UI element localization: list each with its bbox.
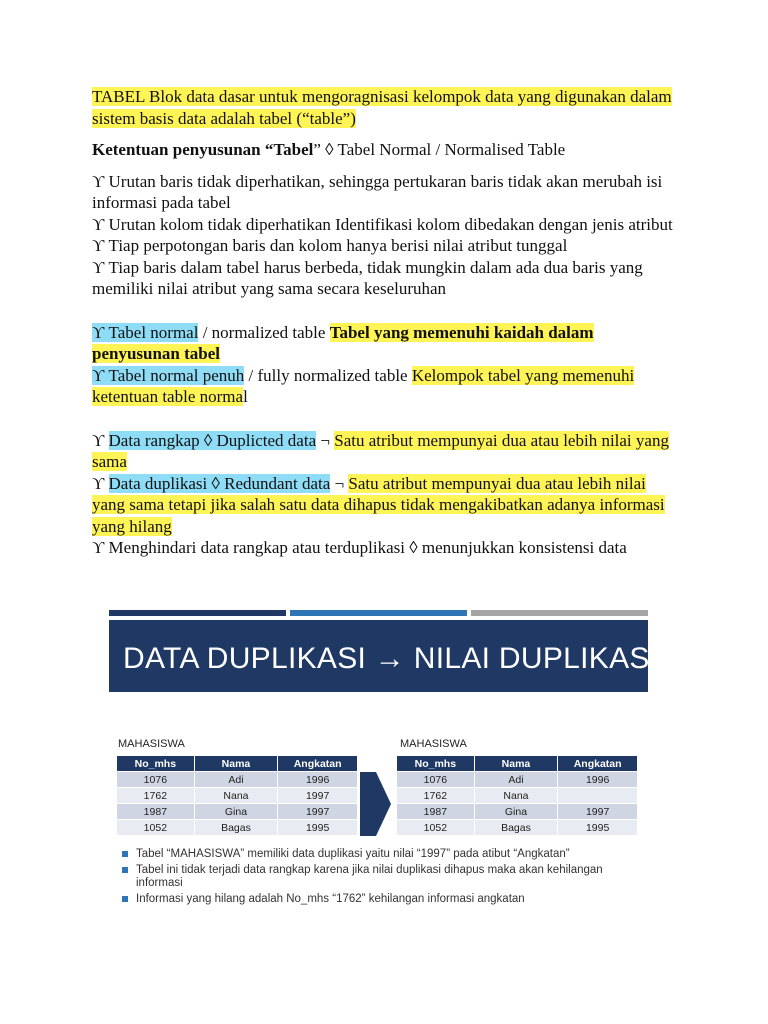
bullet-symbol: ϒ: [92, 473, 109, 493]
col-header-no-mhs: No_mhs: [397, 756, 475, 772]
table-cell: 1987: [117, 804, 195, 820]
col-header-no-mhs: No_mhs: [117, 756, 195, 772]
arrow-right-icon: [360, 768, 392, 840]
col-header-nama: Nama: [474, 756, 558, 772]
fully-normal-definition: [92, 365, 682, 408]
left-table-label: MAHASISWA: [118, 738, 185, 750]
table-cell: 1987: [397, 804, 475, 820]
table-cell: 1076: [397, 772, 475, 788]
table-cell: 1997: [278, 804, 358, 820]
fully-normal-term: ϒ Tabel normal penuh: [92, 365, 245, 385]
table-cell: Bagas: [474, 820, 558, 836]
accent-bar-blue: [290, 610, 467, 616]
table-row: [397, 788, 638, 804]
rule-item: ϒ Tiap baris dalam tabel harus berbeda, tidak mungkin dalam ada dua baris yang memiliki nilai atribut yang sama secara keseluruhan: [92, 257, 643, 298]
table-cell: 1052: [117, 820, 195, 836]
slide-bullet-list: [120, 848, 640, 909]
table-row: [117, 804, 358, 820]
right-mahasiswa-table: [396, 755, 638, 836]
rules-heading: [92, 139, 682, 161]
slide-bullet: [120, 893, 640, 906]
rules-heading-bold: Ketentuan penyusunan “Tabel: [92, 140, 314, 159]
bullet-text: Informasi yang hilang adalah No_mhs “1762” kehilangan informasi angkatan: [136, 893, 525, 905]
rule-item: ϒ Tiap perpotongan baris dan kolom hanya berisi nilai atribut tunggal: [92, 236, 568, 255]
table-cell: 1995: [558, 820, 638, 836]
table-cell: 1996: [278, 772, 358, 788]
redundant-data-term: Data duplikasi ◊ Redundant data: [108, 473, 331, 493]
bullet-text: Tabel “MAHASISWA” memiliki data duplikasi yaitu nilai “1997” pada atibut “Angkatan”: [136, 848, 570, 860]
table-cell: Bagas: [194, 820, 278, 836]
table-cell: 1762: [117, 788, 195, 804]
col-header-angkatan: Angkatan: [558, 756, 638, 772]
table-cell: 1997: [278, 788, 358, 804]
rule-item: ϒ Urutan kolom tidak diperhatikan Identifikasi kolom dibedakan dengan jenis atribut: [92, 214, 673, 234]
accent-bar-gray: [471, 610, 648, 616]
table-cell: 1997: [558, 804, 638, 820]
bullet-square-icon: [122, 851, 128, 857]
table-row: [397, 820, 638, 836]
left-mahasiswa-table: [116, 755, 358, 836]
right-table-label: MAHASISWA: [400, 738, 467, 750]
table-row: [117, 788, 358, 804]
fully-normal-english: / fully normalized table: [244, 365, 412, 385]
intro-highlight: TABEL Blok data dasar untuk mengoragnisasi kelompok data yang digunakan dalam sistem basis data adalah tabel (“table”): [92, 87, 672, 128]
col-header-angkatan: Angkatan: [278, 756, 358, 772]
intro-paragraph: [92, 86, 682, 129]
fully-normal-meaning: Kelompok tabel yang memenuhi ketentuan table norma: [92, 365, 635, 406]
slide-bullet: [120, 864, 640, 890]
table-cell: 1996: [558, 772, 638, 788]
slide-title-banner: [109, 620, 659, 692]
table-cell: Nana: [474, 788, 558, 804]
avoid-duplicates-line: ϒ Menghindari data rangkap atau terduplikasi ◊ menunjukkan konsistensi data: [92, 538, 627, 557]
accent-bar-dark: [109, 610, 286, 616]
negation-symbol: ¬: [316, 430, 335, 450]
table-cell: 1762: [397, 788, 475, 804]
redundant-data-meaning: Satu atribut mempunyai dua atau lebih nilai yang sama tetapi jika salah satu data dihapus tidak mengakibatkan adanya informasi yang hilang: [92, 473, 665, 536]
table-cell: 1052: [397, 820, 475, 836]
duplicate-data-definition: [92, 430, 682, 473]
duplicate-data-term: Data rangkap ◊ Duplicted data: [108, 430, 317, 450]
slide-title: DATA DUPLIKASI → NILAI DUPLIKASI: [123, 642, 659, 675]
table-row: [397, 772, 638, 788]
col-header-nama: Nama: [194, 756, 278, 772]
table-cell: [558, 788, 638, 804]
bullet-text: Tabel ini tidak terjadi data rangkap karena jika nilai duplikasi dihapus maka akan kehilangan informasi: [136, 864, 603, 889]
negation-symbol: ¬: [330, 473, 349, 493]
table-cell: Adi: [474, 772, 558, 788]
normal-table-definition: [92, 322, 682, 365]
document-body: [92, 86, 682, 559]
table-row: [117, 772, 358, 788]
table-cell: Gina: [474, 804, 558, 820]
table-cell: Adi: [194, 772, 278, 788]
duplicate-data-meaning: Satu atribut mempunyai dua atau lebih nilai yang sama: [92, 430, 669, 471]
table-cell: Nana: [194, 788, 278, 804]
table-row: [397, 804, 638, 820]
table-cell: 1995: [278, 820, 358, 836]
slide-bullet: [120, 848, 640, 861]
table-cell: 1076: [117, 772, 195, 788]
bullet-square-icon: [122, 896, 128, 902]
table-row: [117, 820, 358, 836]
rule-item: ϒ Urutan baris tidak diperhatikan, sehingga pertukaran baris tidak akan merubah isi informasi pada tabel: [92, 171, 663, 212]
normal-table-meaning: Tabel yang memenuhi kaidah dalam penyusunan tabel: [92, 322, 594, 363]
bullet-symbol: ϒ: [92, 430, 109, 450]
normal-table-term: ϒ Tabel normal: [92, 322, 199, 342]
redundant-data-definition: [92, 473, 682, 538]
rules-heading-rest: ” ◊ Tabel Normal / Normalised Table: [313, 140, 566, 159]
normal-table-english: / normalized table: [198, 322, 330, 342]
fully-normal-tail: l: [243, 387, 248, 406]
bullet-square-icon: [122, 867, 128, 873]
table-cell: Gina: [194, 804, 278, 820]
